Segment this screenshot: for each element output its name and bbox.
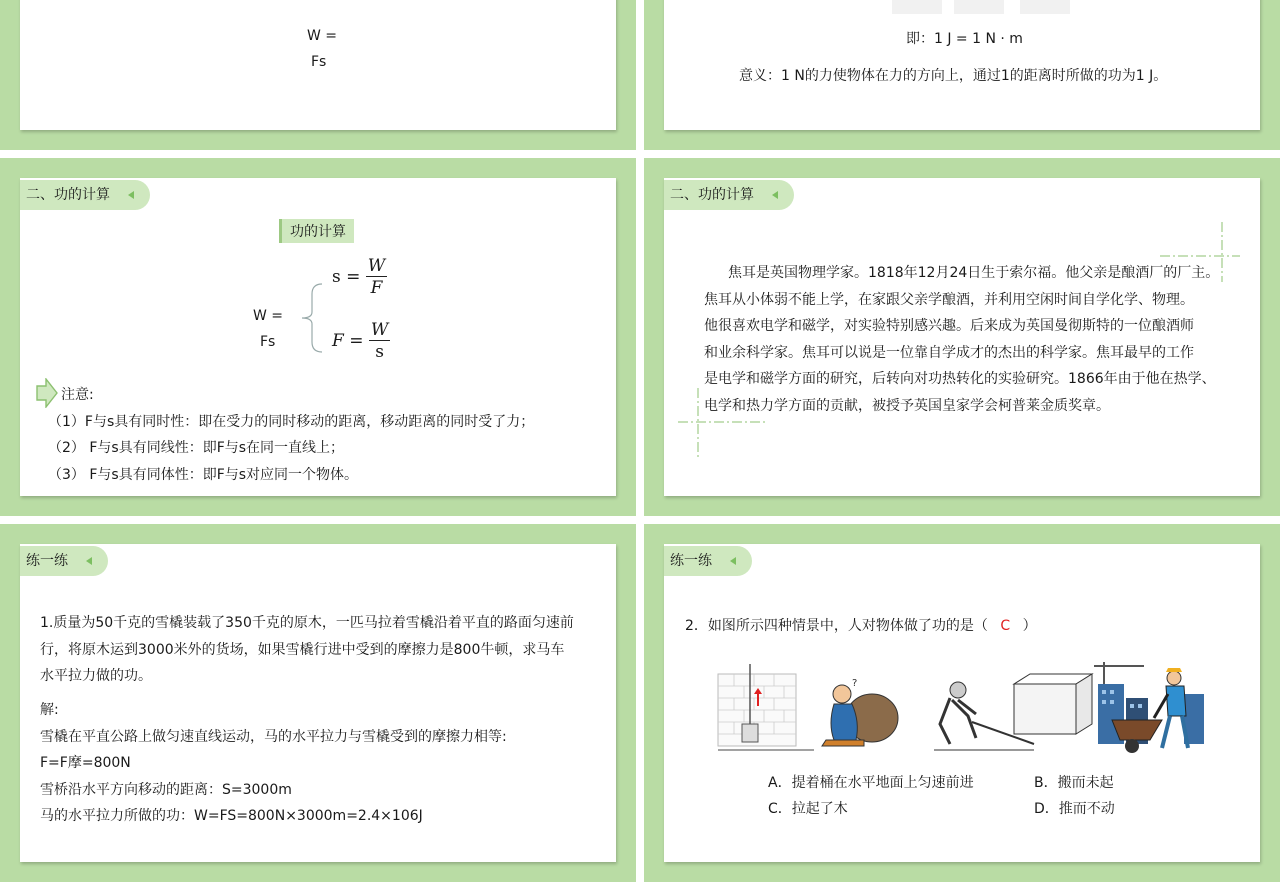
triangle-left-icon: [772, 191, 778, 199]
biography-line: 和业余科学家。焦耳可以说是一位靠自学成才的杰出的科学家。焦耳最早的工作: [704, 344, 1194, 361]
scene-a-bucket: [718, 664, 814, 750]
slide-work-calculation[interactable]: [0, 158, 636, 516]
slide-content: [664, 0, 1260, 130]
biography-line: 焦耳是英国物理学家。1818年12月24日生于索尔福。他父亲是酿酒厂的厂主。: [728, 265, 1220, 281]
slide-content: [664, 544, 1260, 862]
biography-line: 焦耳从小体弱不能上学，在家跟父亲学酿酒，并利用空闲时间自学化学、物理。: [704, 291, 1194, 308]
section-tag: [664, 180, 794, 210]
answer-mark: C: [1000, 618, 1011, 634]
section-tag-label: 练一练: [670, 553, 712, 569]
biography-line: 是电学和磁学方面的研究，后转向对功热转化的实验研究。1866年由于他在热学、: [704, 371, 1216, 387]
formula-box-strip: [892, 0, 942, 14]
formula-lhs: W =: [307, 28, 338, 44]
slide-work-formula[interactable]: [0, 0, 636, 150]
solution-text: [40, 697, 507, 830]
option-c[interactable]: C．拉起了木: [768, 801, 848, 817]
question-line: 水平拉力做的功。: [40, 668, 152, 684]
option-b[interactable]: B．搬而未起: [1034, 775, 1114, 791]
section-tag: [20, 180, 150, 210]
scene-d-cart: [1094, 662, 1204, 753]
scene-illustrations: [714, 644, 1214, 760]
formula-lhs: W =: [253, 308, 284, 324]
question-line: 行，将原木运到3000米外的货场，如果雪橇行进中受到的摩擦力是800牛顿，求马车: [40, 641, 565, 658]
question-line: 1.质量为50千克的雪橇装载了350千克的原木，一匹马拉着雪橇沿着平直的路面匀速前: [40, 615, 574, 631]
solution-line: 雪橇在平直公路上做匀速直线运动，马的水平拉力与雪橇受到的摩擦力相等:: [40, 728, 507, 745]
note-label: 注意:: [61, 387, 94, 403]
svg-text:?: ?: [852, 678, 858, 689]
triangle-left-icon: [128, 191, 134, 199]
section-tag-label: 练一练: [26, 553, 68, 569]
slide-content: [20, 544, 616, 862]
option-a[interactable]: A．提着桶在水平地面上匀速前进: [768, 775, 974, 791]
biography-text: [704, 260, 1219, 419]
slide-joule-unit[interactable]: [644, 0, 1280, 150]
triangle-left-icon: [730, 557, 736, 565]
triangle-left-icon: [86, 557, 92, 565]
slide-joule-biography[interactable]: [644, 158, 1280, 516]
slide-content: [20, 178, 616, 496]
question-text: 2．如图所示四种情景中，人对物体做了功的是（ C ）: [685, 618, 1037, 634]
note-item: （3） F与s具有同体性：即F与s对应同一个物体。: [48, 467, 359, 483]
scene-c-pull: [934, 674, 1092, 750]
section-tag-label: 二、功的计算: [670, 187, 754, 203]
formula-rhs: Fs: [260, 334, 276, 350]
arrow-right-icon: [36, 378, 58, 408]
slide-practice-1[interactable]: [0, 524, 636, 882]
slide-title: 功的计算: [279, 219, 354, 243]
brace-icon: [300, 282, 324, 354]
section-tag: [664, 546, 752, 576]
section-tag-label: 二、功的计算: [26, 187, 110, 203]
formula-box-strip: [954, 0, 1004, 14]
scene-b-rock: [822, 678, 898, 746]
slide-content: [20, 0, 616, 130]
solution-line: F=F摩=800N: [40, 755, 131, 771]
biography-line: 他很喜欢电学和磁学，对实验特别感兴趣。后来成为英国曼彻斯特的一位酿酒师: [704, 318, 1194, 334]
solution-line: 马的水平拉力所做的功：W=FS=800N×3000m=2.4×106J: [40, 808, 423, 824]
slide-content: [664, 178, 1260, 496]
biography-line: 电学和热力学方面的贡献，被授予英国皇家学会柯普莱金质奖章。: [704, 397, 1110, 414]
option-d[interactable]: D．推而不动: [1034, 801, 1115, 817]
section-tag: [20, 546, 108, 576]
note-item: （2） F与s具有同线性：即F与s在同一直线上；: [48, 440, 345, 456]
question-text: [40, 610, 574, 690]
f-formula: F = $\frac{W}{s}$: [332, 320, 389, 362]
slide-practice-2[interactable]: [644, 524, 1280, 882]
s-formula: s = $\frac{W}{F}$: [332, 256, 386, 298]
formula-rhs: Fs: [311, 54, 327, 70]
unit-meaning: 意义：1 N的力使物体在力的方向上，通过1的距离时所做的功为1 J。: [739, 68, 1168, 84]
formula-box-strip: [1020, 0, 1070, 14]
solution-line: 雪桥沿水平方向移动的距离：S=3000m: [40, 781, 292, 798]
solution-line: 解:: [40, 702, 59, 718]
unit-definition: 即：1 J = 1 N · m: [906, 31, 1023, 47]
note-item: （1）F与s具有同时性：即在受力的同时移动的距离，移动距离的同时受了力；: [48, 414, 535, 430]
